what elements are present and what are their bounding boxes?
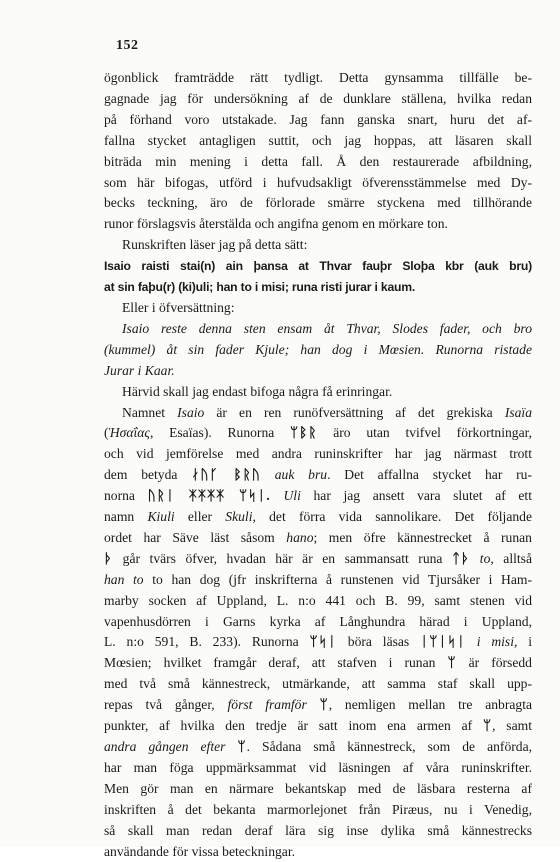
text-segment: på förhand voro utstakade. Jag fann ganska snart, huru det af- xyxy=(104,111,532,127)
text-segment: som här bifogas, utförd i hufvudsakligt öfverensstämmelse med Dy- xyxy=(104,174,532,190)
text-segment: i misi xyxy=(476,634,514,650)
body-text xyxy=(104,68,532,862)
runic-glyphs: ᚦ xyxy=(104,550,114,566)
text-line xyxy=(104,444,532,465)
text-segment: Namnet xyxy=(122,404,178,420)
text-segment: punkter, af hvilka den tredje är satt inom ena armen af xyxy=(104,718,483,734)
text-line xyxy=(104,716,532,737)
text-segment: ögonblick framträdde rätt tydligt. Detta gynsamma tillfälle be- xyxy=(104,70,532,85)
runic-glyphs: ᛘ xyxy=(237,739,247,754)
text-segment: eller xyxy=(174,509,226,525)
text-line xyxy=(104,779,532,800)
runic-glyphs: ᛘ xyxy=(447,655,457,671)
text-segment: böra läsas xyxy=(336,634,421,650)
text-line xyxy=(104,256,532,277)
text-segment xyxy=(271,488,284,503)
text-line xyxy=(104,403,532,424)
text-segment: , det förra vida sannolikare. Det följande xyxy=(252,509,532,525)
text-segment: Mœsien; hvilket framgår deraf, att stafven i runan xyxy=(104,655,448,671)
text-line xyxy=(104,214,532,235)
text-segment: Men gör man en närmare bekantskap med de läsbara resterna af xyxy=(104,780,532,796)
text-segment: Isaio raisti stai(n) ain þansa at Thvar fauþr Sloþa kbr (auk bru) xyxy=(104,259,532,274)
text-segment: gagnade jag för undersökning af de dunklare ställena, hvilka redan xyxy=(104,90,532,106)
text-segment: Isaio xyxy=(177,404,205,420)
text-segment: marby socken af Uppland, L. n:o 441 och B. 99, samt stenen vid xyxy=(104,592,532,608)
text-line xyxy=(104,68,532,89)
text-segment: går tvärs öfver, hvadan här är en sammansatt runa xyxy=(113,550,452,566)
text-segment xyxy=(261,467,275,482)
text-segment: användande för vissa beteckningar. xyxy=(104,843,295,859)
text-segment: vapenhusdörren i Garns kyrka af Långhundra härad i Uppland, xyxy=(104,613,532,629)
text-line xyxy=(104,695,532,716)
text-line xyxy=(104,89,532,110)
text-segment: Jurar i Kaar. xyxy=(104,362,175,378)
text-line xyxy=(104,235,532,256)
text-segment: är försedd xyxy=(456,655,532,671)
page-number: 152 xyxy=(116,38,139,53)
text-line xyxy=(104,486,532,507)
runic-glyphs: ᛏᚦ xyxy=(451,550,471,566)
text-segment: biträda min mening i detta fall. Å den restaurerade afbildning, xyxy=(104,153,532,169)
text-line xyxy=(104,549,532,570)
text-segment: repas två gånger, xyxy=(104,697,228,713)
text-segment: och vid jemförelse med andra runinskrifter har jag närmast trott xyxy=(104,446,532,462)
text-segment: först framför xyxy=(227,697,307,713)
text-segment: ordet har Säve läst såsom xyxy=(104,529,287,545)
text-line xyxy=(104,361,532,382)
runic-glyphs: ᛘ xyxy=(319,697,329,713)
text-segment: är en ren runöfversättning af det grekiska xyxy=(204,404,505,420)
text-segment: runor förslagsvis återstälda och angifna genom en mörkare ton. xyxy=(104,216,448,232)
text-segment: L. n:o 591, B. 233). Runorna xyxy=(104,634,310,650)
text-segment xyxy=(470,551,480,566)
text-line xyxy=(104,131,532,152)
runic-glyphs: ᚢᚱᛁ ᛡᛡᛡᛡ ᛘᛋᛁ. xyxy=(147,488,271,504)
runic-glyphs: ᛅᚢᚴ ᛒᚱᚢ xyxy=(191,467,261,483)
text-line xyxy=(104,591,532,612)
text-segment: så skall man redan deraf lära sig inse dylika små kännestrecks xyxy=(104,822,532,838)
text-segment: auk bru xyxy=(274,467,328,483)
text-segment xyxy=(307,697,320,712)
text-segment: , samt xyxy=(492,718,532,734)
text-segment: norna xyxy=(104,488,148,504)
text-segment: , Esaïas). Runorna xyxy=(149,425,291,441)
text-line xyxy=(104,612,532,633)
text-line xyxy=(104,737,532,758)
text-line xyxy=(104,465,532,486)
text-segment: han to xyxy=(104,571,144,587)
runic-glyphs: ᛘᛋᛁ xyxy=(309,634,337,650)
text-line xyxy=(104,528,532,549)
text-line xyxy=(104,423,532,444)
text-segment: hano xyxy=(286,529,314,545)
text-segment: Isaio reste denna sten ensam åt Thvar, Slodes fader, och bro xyxy=(122,320,532,336)
text-segment: , alltså xyxy=(490,550,532,566)
text-line xyxy=(104,570,532,591)
text-line xyxy=(104,173,532,194)
text-line xyxy=(104,277,532,298)
text-segment xyxy=(466,634,477,649)
text-line xyxy=(104,674,532,695)
text-line xyxy=(104,340,532,361)
text-segment: , nemligen mellan tre anbragta xyxy=(328,697,533,713)
text-segment: Härvid skall jag endast bifoga några få erinringar. xyxy=(122,383,393,399)
text-line xyxy=(104,758,532,779)
text-line xyxy=(104,632,532,653)
text-segment: to xyxy=(479,550,491,566)
text-line xyxy=(104,653,532,674)
text-segment: Kiuli xyxy=(147,509,175,525)
text-segment: to han dog (jfr inskrifterna å runstenen vid Tjursåker i Ham- xyxy=(143,571,532,587)
text-segment: becks teckning, äro de förlorade smärre styckena med tillhörande xyxy=(104,195,532,211)
text-segment: har jag ansett vara slutet af ett xyxy=(300,488,532,504)
text-segment: fallna stycket antagligen suttit, och jag hoppas, att läsaren skall xyxy=(104,132,532,148)
text-line xyxy=(104,319,532,340)
text-segment: (kummel) åt sin fader Kjule; han dog i Mœsien. Runorna ristade xyxy=(104,341,532,357)
text-segment: andra gången efter xyxy=(104,739,226,754)
text-line xyxy=(104,800,532,821)
text-segment: ; men öfre kännestrecket å runan xyxy=(313,529,532,545)
text-segment: Eller i öfversättning: xyxy=(122,299,235,315)
text-segment: Skuli xyxy=(225,509,253,525)
text-segment: äro utan tvifvel förkortningar, xyxy=(317,425,533,441)
text-line xyxy=(104,507,532,528)
text-segment: . Det affallna stycket har ru- xyxy=(327,467,532,483)
text-segment: Ἡσαΐας xyxy=(108,425,150,441)
text-segment: Uli xyxy=(283,488,301,504)
text-segment: , i xyxy=(513,634,532,650)
text-segment: ( xyxy=(104,425,109,441)
text-segment: har man föga uppmärksammat vid läsningen af våra runinskrifter. xyxy=(104,759,532,775)
text-line xyxy=(104,298,532,319)
runic-glyphs: ᛁᛘᛁᛋᛁ xyxy=(420,634,466,650)
text-segment: . Sådana små kännestreck, som de anförda, xyxy=(246,739,533,754)
text-segment: Runskriften läser jag på detta sätt: xyxy=(122,237,308,253)
text-segment: med två små kännestreck, utmärkande, att samma staf skall upp- xyxy=(104,676,532,692)
text-line xyxy=(104,110,532,131)
text-line xyxy=(104,382,532,403)
text-line xyxy=(104,842,532,862)
text-segment: Isaïa xyxy=(504,404,532,420)
runic-glyphs: ᛘᛒᚱ xyxy=(290,425,318,441)
text-segment: inskriften å det bekanta marmorlejonet från Piræus, nu i Venedig, xyxy=(104,801,532,817)
text-segment: dem betyda xyxy=(104,467,192,483)
text-line xyxy=(104,152,532,173)
text-segment: at sin faþu(r) (ki)uli; han to i misi; runa risti jurar i kaum. xyxy=(104,280,416,295)
text-segment xyxy=(225,739,237,754)
text-line xyxy=(104,193,532,214)
text-segment: namn xyxy=(104,509,148,525)
text-line xyxy=(104,821,532,842)
runic-glyphs: ᛘ xyxy=(482,718,493,734)
